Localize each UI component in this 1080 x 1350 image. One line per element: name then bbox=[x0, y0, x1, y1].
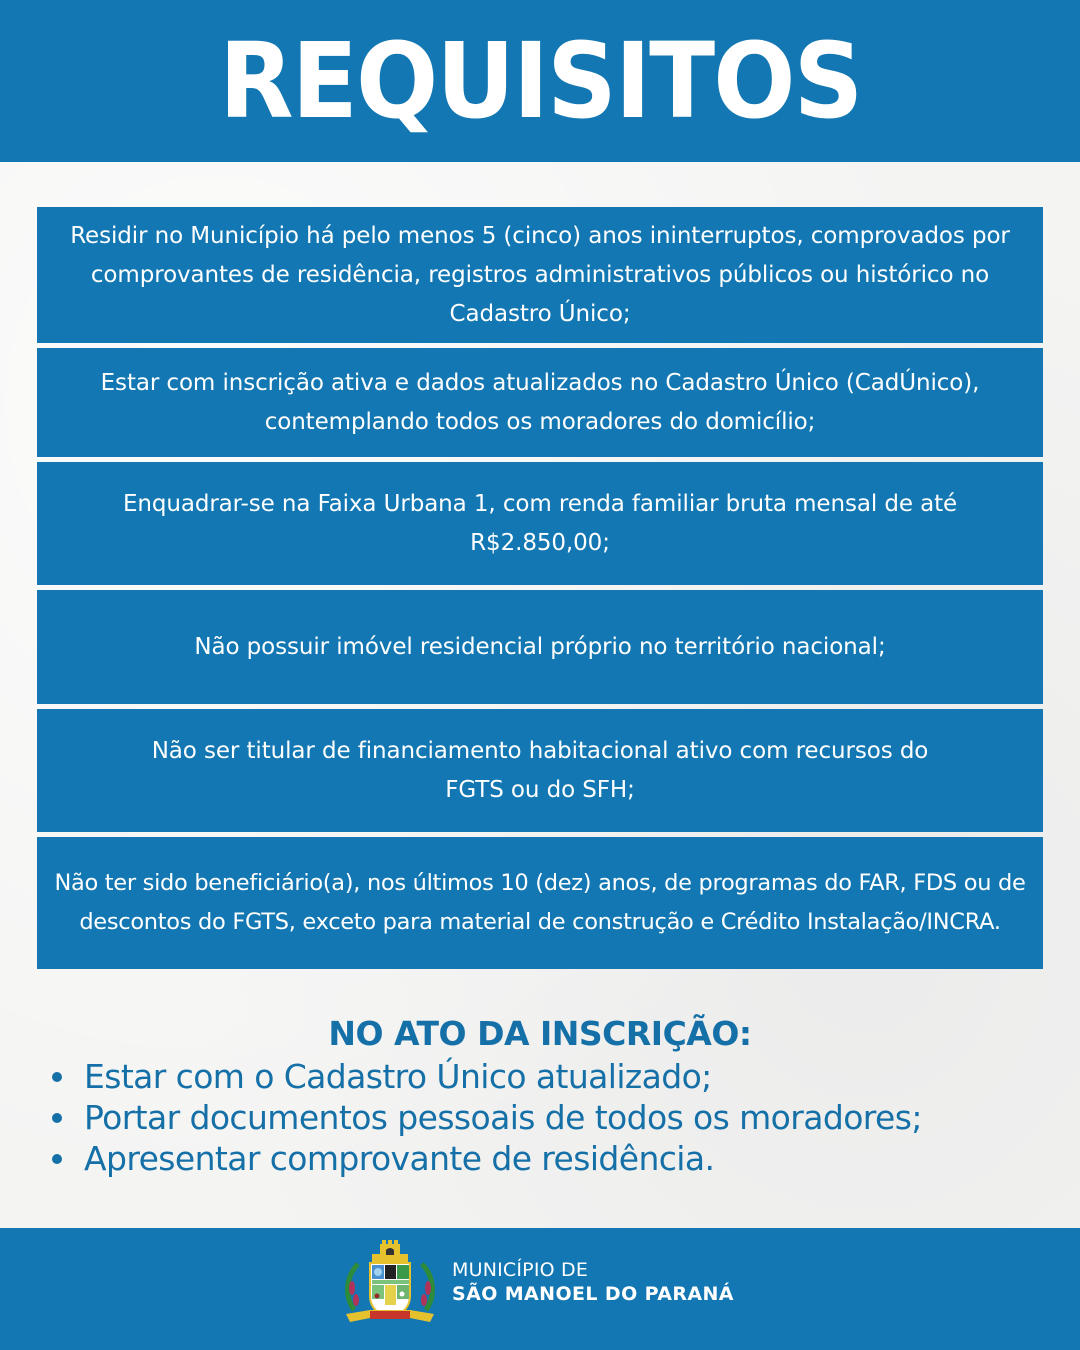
requirement-text: Não ter sido beneficiário(a), nos últimos 10 (dez) anos, de programas do FAR, FDS ou de descontos do FGTS, exceto para material de construção e Crédito Instalação/INCRA. bbox=[54, 870, 1026, 935]
municipality-label: MUNICÍPIO DE bbox=[452, 1259, 589, 1281]
requirement-text: Residir no Município há pelo menos 5 (cinco) anos ininterruptos, comprovados por comprovantes de residência, registros administrativos públicos ou histórico no Cadastro Único; bbox=[70, 222, 1010, 327]
list-item-text: Apresentar comprovante de residência. bbox=[84, 1139, 715, 1178]
bullet-icon bbox=[52, 1113, 62, 1123]
list-item bbox=[52, 1056, 1072, 1097]
list-item-text: Portar documentos pessoais de todos os moradores; bbox=[84, 1098, 922, 1137]
bullet-icon bbox=[52, 1072, 62, 1082]
requirement-text: Enquadrar-se na Faixa Urbana 1, com renda familiar bruta mensal de até R$2.850,00; bbox=[122, 490, 958, 556]
bullet-icon bbox=[52, 1154, 62, 1164]
coat-of-arms-icon bbox=[340, 1238, 440, 1328]
list-item bbox=[52, 1097, 1072, 1138]
requirement-box bbox=[37, 462, 1043, 585]
requirement-text: Não ser titular de financiamento habitacional ativo com recursos do FGTS ou do SFH; bbox=[151, 737, 929, 803]
registration-list bbox=[52, 1056, 1072, 1179]
requirement-text: Não possuir imóvel residencial próprio no território nacional; bbox=[194, 633, 886, 660]
registration-section bbox=[0, 1010, 1080, 1178]
municipality-title: SÃO MANOEL DO PARANÁ bbox=[452, 1283, 734, 1305]
requirement-box bbox=[37, 709, 1043, 832]
requirement-box bbox=[37, 590, 1043, 704]
requirement-box bbox=[37, 837, 1043, 969]
page-title: REQUISITOS bbox=[218, 20, 862, 142]
registration-title: NO ATO DA INSCRIÇÃO: bbox=[328, 1014, 752, 1053]
municipality-name bbox=[452, 1258, 734, 1306]
requirement-box bbox=[37, 207, 1043, 343]
footer-banner bbox=[0, 1228, 1080, 1350]
requirement-box bbox=[37, 348, 1043, 457]
list-item bbox=[52, 1138, 1072, 1179]
requirement-text: Estar com inscrição ativa e dados atualizados no Cadastro Único (CadÚnico), contemplando todos os moradores do domicílio; bbox=[100, 369, 980, 435]
header-banner bbox=[0, 0, 1080, 162]
list-item-text: Estar com o Cadastro Único atualizado; bbox=[84, 1057, 712, 1096]
